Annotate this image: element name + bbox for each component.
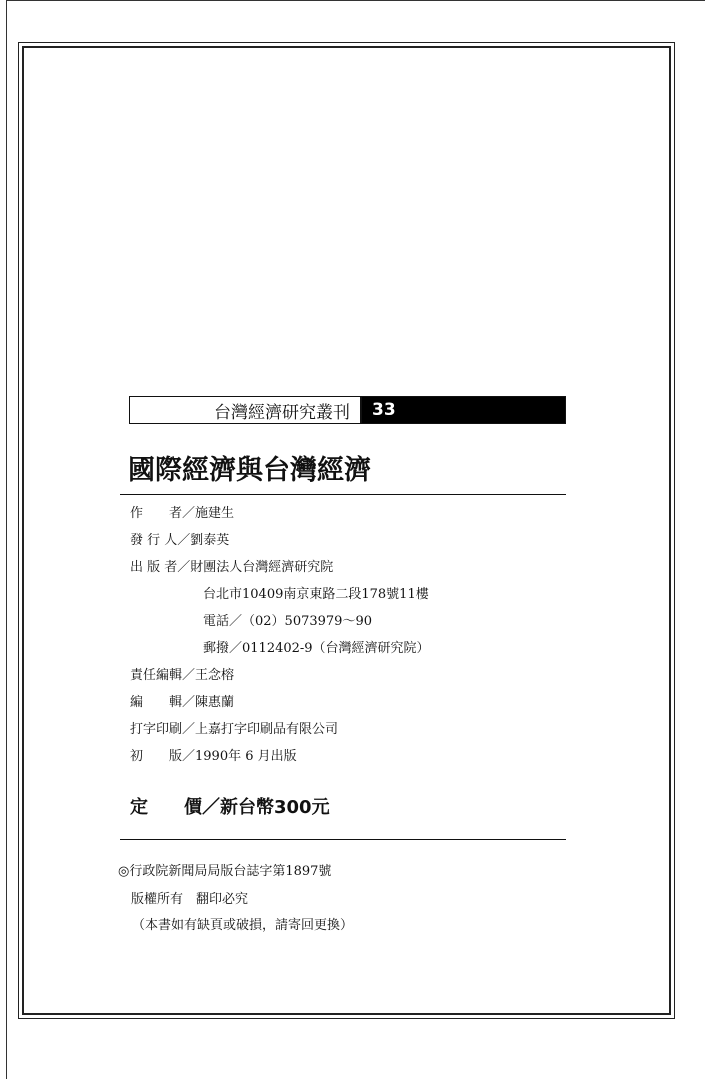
page-top-edge [6, 0, 705, 1]
credit-value: 財團法人台灣經濟研究院 [190, 560, 334, 575]
publisher-address: 台北市10409南京東路二段178號11樓 [203, 587, 429, 602]
replacement-note: （本書如有缺頁或破損，請寄回更換） [132, 918, 354, 933]
credit-chief-editor [130, 664, 234, 683]
publisher-postal: 郵撥／0112402-9（台灣經濟研究院） [203, 641, 430, 656]
credit-label: 作 者／ [130, 506, 196, 521]
credit-value: 上嘉打字印刷品有限公司 [195, 722, 339, 737]
credit-label: 初 版／ [130, 749, 196, 764]
credit-value: 施建生 [195, 506, 235, 521]
credit-value: 陳惠蘭 [195, 695, 235, 710]
price-rule [120, 839, 566, 840]
registration-note: ◎行政院新聞局局版台誌字第1897號 [118, 864, 332, 879]
credit-label: 編 輯／ [130, 695, 196, 710]
copyright-note: 版權所有 翻印必究 [131, 892, 249, 907]
series-number: 33 [362, 397, 565, 423]
book-title: 國際經濟與台灣經濟 [128, 455, 371, 486]
credit-value: 劉泰英 [190, 533, 230, 548]
credit-value: 王念榕 [195, 668, 235, 683]
title-rule [120, 494, 566, 495]
credit-typesetting [130, 718, 338, 737]
credit-author [130, 502, 234, 521]
price-label: 定 價／ [130, 797, 220, 818]
page-left-edge [6, 0, 7, 1079]
price-line [130, 793, 330, 819]
credit-value: 1990年 6 月出版 [195, 749, 297, 764]
series-name: 台灣經濟研究叢刊 [130, 397, 362, 423]
credit-publisher [130, 556, 333, 575]
publisher-phone: 電話／（02）5073979～90 [203, 614, 372, 629]
series-banner [129, 396, 566, 424]
credit-edition [130, 745, 297, 764]
credit-label: 出 版 者／ [130, 560, 191, 575]
credit-label: 發 行 人／ [130, 533, 191, 548]
credit-label: 打字印刷／ [130, 722, 196, 737]
price-value: 新台幣300元 [220, 797, 330, 818]
credit-editor [130, 691, 234, 710]
credit-label: 責任編輯／ [130, 668, 196, 683]
credit-publisher-person [130, 529, 229, 548]
